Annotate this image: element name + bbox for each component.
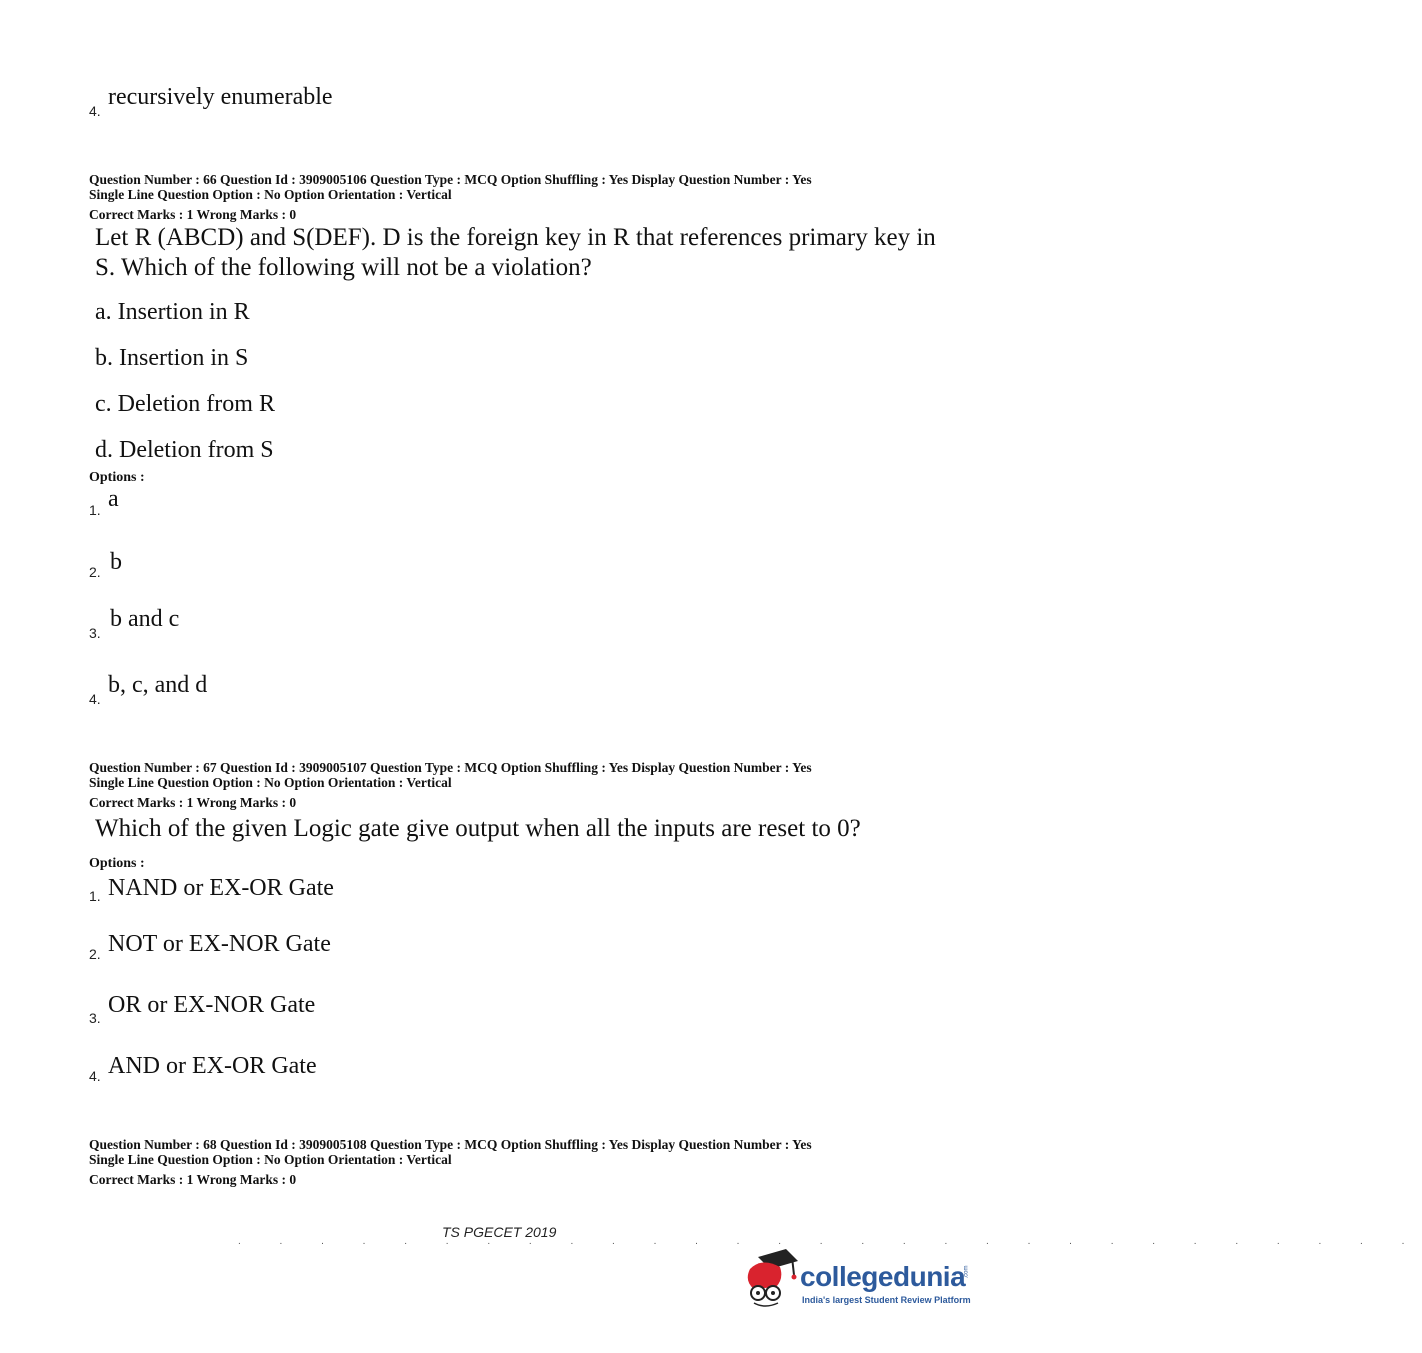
marks-line: Correct Marks : 1 Wrong Marks : 0: [89, 795, 297, 810]
question-text-line-2: S. Which of the following will not be a violation?: [95, 254, 592, 281]
option-3-number: 3.: [89, 625, 101, 641]
question-67-meta: [89, 760, 812, 810]
option-3-number: 3.: [89, 1010, 101, 1026]
sub-option-c: c. Deletion from R: [95, 391, 275, 417]
meta-line-2: Single Line Question Option : No Option Orientation : Vertical: [89, 775, 452, 790]
sub-option-a: a. Insertion in R: [95, 299, 250, 325]
question-66-meta: [89, 172, 812, 222]
question-68-meta: [89, 1137, 812, 1187]
option-3-text: b and c: [110, 606, 180, 632]
question-67-text: Which of the given Logic gate give output when all the inputs are reset to 0?: [95, 815, 861, 842]
option-number: 4.: [89, 103, 101, 119]
mascot-icon: [740, 1247, 800, 1313]
meta-line-1: Question Number : 66 Question Id : 3909005106 Question Type : MCQ Option Shuffling : Yes Display Question Number : Yes: [89, 172, 812, 187]
marks-line: Correct Marks : 1 Wrong Marks : 0: [89, 207, 297, 222]
option-1-number: 1.: [89, 888, 101, 904]
meta-line-2: Single Line Question Option : No Option Orientation : Vertical: [89, 1152, 452, 1167]
option-2-text: NOT or EX-NOR Gate: [108, 931, 331, 957]
options-label: Options :: [89, 856, 145, 871]
option-4-text: AND or EX-OR Gate: [108, 1053, 317, 1079]
option-4-number: 4.: [89, 1068, 101, 1084]
dotted-divider: . . . . . . . . . . . . . . . . . . . . . . . . . . . . .: [238, 1236, 1422, 1247]
meta-line-2: Single Line Question Option : No Option Orientation : Vertical: [89, 187, 452, 202]
question-66-text: [95, 223, 936, 283]
sub-option-b: b. Insertion in S: [95, 345, 249, 371]
option-2-text: b: [110, 549, 122, 575]
option-4-text: b, c, and d: [108, 672, 208, 698]
option-1-text: NAND or EX-OR Gate: [108, 875, 334, 901]
option-1-number: 1.: [89, 502, 101, 518]
marks-line: Correct Marks : 1 Wrong Marks : 0: [89, 1172, 297, 1187]
options-label: Options :: [89, 470, 145, 485]
logo-wordmark: collegedunia: [800, 1261, 966, 1292]
option-4-number: 4.: [89, 691, 101, 707]
logo-suffix: .com: [963, 1265, 970, 1279]
option-3-text: OR or EX-NOR Gate: [108, 992, 316, 1018]
option-2-number: 2.: [89, 946, 101, 962]
option-1-text: a: [108, 486, 119, 512]
exam-footer: TS PGECET 2019: [442, 1224, 557, 1240]
logo-tagline: India's largest Student Review Platform: [802, 1295, 971, 1305]
collegedunia-logo: [740, 1247, 970, 1317]
question-text-line-1: Let R (ABCD) and S(DEF). D is the foreign key in R that references primary key in: [95, 224, 936, 251]
sub-option-d: d. Deletion from S: [95, 437, 274, 463]
option-text: recursively enumerable: [108, 84, 333, 110]
meta-line-1: Question Number : 67 Question Id : 3909005107 Question Type : MCQ Option Shuffling : Yes Display Question Number : Yes: [89, 760, 812, 775]
option-2-number: 2.: [89, 564, 101, 580]
meta-line-1: Question Number : 68 Question Id : 3909005108 Question Type : MCQ Option Shuffling : Yes Display Question Number : Yes: [89, 1137, 812, 1152]
